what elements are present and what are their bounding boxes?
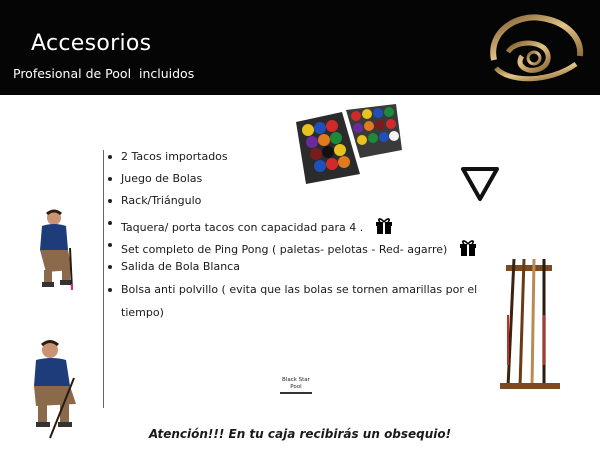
bullet-icon: [108, 155, 112, 159]
list-item: [108, 278, 478, 324]
list-item-text: Juego de Bolas: [121, 172, 203, 185]
bullet-icon: [108, 243, 112, 247]
cue-rack-image: [494, 255, 564, 393]
list-item-text: Set completo de Ping Pong ( paletas- pelotas - Red- agarre): [121, 243, 448, 256]
bullet-icon: [108, 177, 112, 181]
person-image: [32, 208, 82, 294]
list-item-text: Taquera/ porta tacos con capacidad para 4 .: [121, 221, 364, 234]
list-item: [108, 238, 478, 260]
gift-icon: [459, 238, 477, 256]
list-item-text: 2 Tacos importados: [121, 150, 228, 163]
list-item: [108, 216, 478, 238]
brand-underline: [280, 392, 312, 394]
list-item-text: Salida de Bola Blanca: [121, 260, 240, 273]
accessories-list: [108, 150, 478, 324]
list-item-text: Rack/Triángulo: [121, 194, 202, 207]
brand-line-2: Pool: [290, 384, 302, 390]
list-item: [108, 194, 478, 216]
list-item: [108, 172, 478, 194]
gift-icon: [375, 216, 393, 234]
list-item: [108, 150, 478, 172]
bullet-icon: [108, 199, 112, 203]
header-banner: [0, 0, 600, 95]
page-title: Accesorios: [31, 31, 152, 56]
bullet-icon: [108, 288, 112, 292]
bullet-icon: [108, 265, 112, 269]
footer-note: Atención!!! En tu caja recibirás un obsequio!: [148, 427, 452, 441]
logo-icon: [486, 12, 584, 84]
bullet-icon: [108, 221, 112, 225]
brand-line-1: Black Star: [282, 377, 310, 383]
page-subtitle: Profesional de Pool incluidos: [13, 66, 195, 81]
person-image: [30, 338, 82, 440]
brand-logo: [279, 377, 313, 394]
divider-line: [103, 150, 104, 408]
list-item-text: Bolsa anti polvillo ( evita que las bolas se tornen amarillas por el tiempo): [121, 283, 478, 319]
